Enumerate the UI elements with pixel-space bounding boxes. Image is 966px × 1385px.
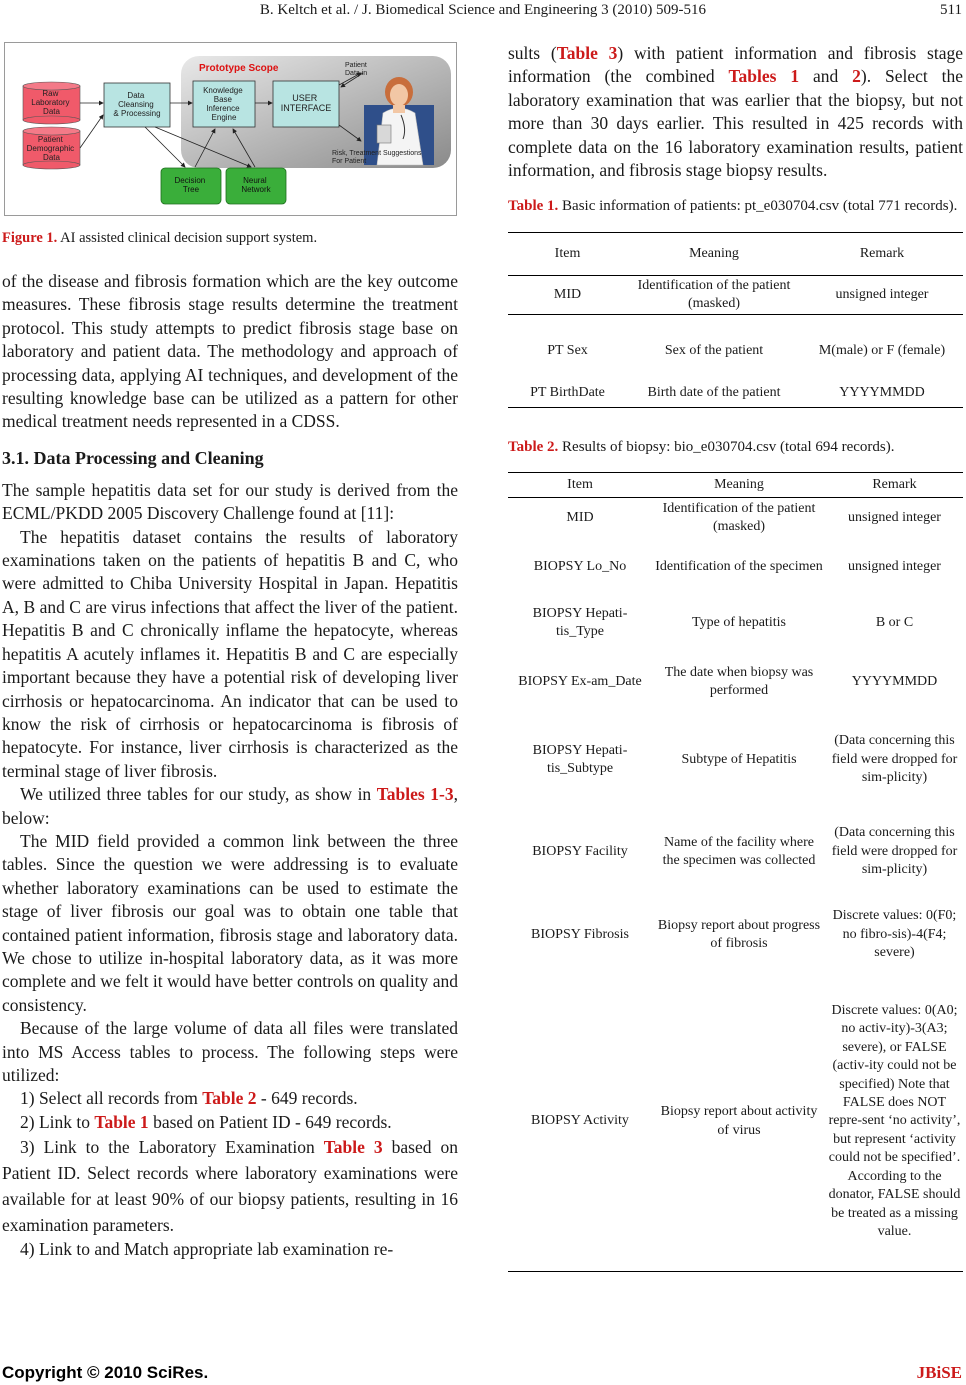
figure-caption-text: AI assisted clinical decision support system.	[57, 230, 318, 246]
journal-name: JBiSE	[916, 1363, 962, 1382]
table-row: BIOPSY Hepati-tis_Type Type of hepatitis B or C	[532, 605, 914, 639]
paragraph-results: sults (Table 3) with patient information and fibrosis stage information (the combined Tables 1 and 2). Select the laboratory examination that was earlier that the biopsy, but not more than 30 days earlier. This resulted in 425 records with complete data on the 16 laboratory examination results, patient information, and fibrosis stage biopsy results.	[508, 43, 963, 181]
svg-text:Decision Tree: Decision Tree	[174, 176, 206, 194]
svg-text:Data Cleansing: Data Cleansing & Processing	[113, 91, 161, 118]
table-2-caption: Table 2. Results of biopsy: bio_e030704.csv (total 694 records).	[508, 439, 895, 456]
svg-text:Patient Demographic: Patient Demographic Data	[26, 135, 75, 162]
footer	[0, 1363, 966, 1385]
svg-text:USER INTERFACE: USER INTERFACE	[280, 93, 332, 113]
table-row: BIOPSY Activity Biopsy report about activity of virus Discrete values: 0(A0; no activ-ity)-3(A3; severe), or FALSE (activ-ity could not be specified) Note that FALSE does NOT repre-sent ‘no activity’, but represent ‘activity could not be specified’. According to the donator, FALSE should be treated as a missing value.	[508, 972, 963, 1272]
running-head: B. Keltch et al. / J. Biomedical Science and Engineering 3 (2010) 509-516	[259, 2, 707, 18]
neural-network-box	[226, 168, 286, 204]
step-4: 4) Link to and Match appropriate lab examination re-	[20, 1239, 394, 1260]
user-interface-box	[273, 81, 339, 127]
paragraph-mid-field: The MID field provided a common link between the three tables. Since the question we were addressing is to evaluate whether laboratory examinations can be used to estimate the stage of liver fibrosis our goal was to obtain one table that contained patient information, fibrosis stage and laboratory data. We chose to utilize in-hospital laboratory data, as it was more complete and we felt it would have better controls on quality and consistency.	[2, 830, 458, 1015]
svg-text:Neural Network: Neural Network	[241, 176, 271, 194]
table-header-cell: Item	[508, 233, 627, 276]
right-column	[508, 42, 963, 1272]
table-header-cell: Item	[508, 473, 652, 498]
section-heading: 3.1. Data Processing and Cleaning	[2, 447, 264, 468]
table-header-row	[508, 233, 963, 276]
table-header-cell: Remark	[826, 473, 963, 498]
table-row: MID Identification of the patient (masked) unsigned integer	[566, 500, 941, 535]
patient-demographic-cylinder	[23, 127, 80, 169]
figure-caption-label: Figure 1.	[2, 230, 58, 246]
svg-text:Raw Laboratory: Raw Laboratory Data	[31, 89, 70, 116]
paragraph-hepatitis: The hepatitis dataset contains the results of laboratory examinations taken on the patients of hepatitis B and C, who were admitted to Chiba University Hospital in Japan. Hepatitis A, B and C are virus infections that affect the liver of the patient. Hepatitis B and C chronically inflame the hepatocyte, whereas hepatitis A acutely inflames it. Hepatitis B and C are especially important because they have a potential risk of developing liver cirrhosis or hepatocarcinoma. An indicator that can be used to know the risk of cirrhosis or hepatocarcinoma is fibrosis of hepatocyte. For instance, liver cirrhosis is characterized as the terminal stage of liver fibrosis.	[2, 526, 458, 781]
table-3-link-right[interactable]: Table 3	[556, 43, 618, 63]
raw-lab-data-cylinder	[23, 82, 80, 124]
step-3: 3) Link to the Laboratory Examination Table 3 based on Patient ID. Select records where laboratory examinations were available for at least 90% of our biopsy patients, resulting in 16 examination parameters.	[2, 1137, 458, 1236]
step-2: 2) Link to Table 1 based on Patient ID - 649 records.	[20, 1111, 392, 1132]
tables-1-link-right[interactable]: Tables 1	[728, 66, 800, 87]
table-2-link-right[interactable]: 2	[852, 66, 861, 87]
table-header-cell: Remark	[801, 233, 963, 276]
table-row: BIOPSY Facility Name of the facility where the specimen was collected (Data concerning this field were dropped for sim-plicity)	[532, 825, 958, 878]
table-row: BIOPSY Fibrosis Biopsy report about progress of fibrosis Discrete values: 0(F0; no fibro-sis)-4(F4; severe)	[531, 908, 957, 961]
table-row: MID Identification of the patient (masked) unsigned integer	[508, 276, 963, 315]
table-row: BIOPSY Ex-am_Date The date when biopsy was performed YYYYMMDD	[518, 664, 938, 698]
table-row: PT BirthDate Birth date of the patient YYYYMMDD	[508, 379, 963, 408]
table-2	[508, 472, 963, 1272]
paragraph-three-tables: We utilized three tables for our study, as show in Tables 1-3, below:	[2, 784, 458, 828]
table-header-cell: Meaning	[627, 233, 801, 276]
risk-label: Risk, Treatment Suggestions For Patient	[332, 150, 422, 165]
page-number: 511	[940, 2, 962, 18]
table-1-link[interactable]: Table 1	[94, 1111, 149, 1132]
intro-paragraph: of the disease and fibrosis formation which are the key outcome measures. These fibrosis stage results determine the treatment protocol. This study attempts to predict fibrosis stage base on laboratory and patient data. The methodology and approach of processing data, applying AI techniques, and development of the resulting knowledge base can be utilized as a pattern for other medical treatment needs represented in a CDSS.	[2, 271, 458, 432]
svg-text:Knowledge Base: Knowledge Base Inference Engine	[203, 86, 243, 122]
decision-tree-box	[161, 168, 221, 204]
table-1-caption: Table 1. Basic information of patients: pt_e030704.csv (total 771 records).	[508, 198, 958, 215]
prototype-scope-label: Prototype Scope	[199, 63, 279, 74]
table-header-row	[508, 473, 963, 498]
table-row: PT Sex Sex of the patient M(male) or F (female)	[547, 343, 946, 359]
data-cleansing-box	[104, 83, 170, 127]
table-1	[508, 232, 963, 408]
table-row: BIOPSY Lo_No Identification of the specimen unsigned integer	[533, 558, 941, 574]
paragraph-ms-access: Because of the large volume of data all files were translated into MS Access tables to process. The following steps were utilized:	[2, 1018, 458, 1085]
table-row: BIOPSY Hepati-tis_Subtype Subtype of Hepatitis (Data concerning this field were dropped for sim-plicity)	[532, 733, 958, 786]
tables-1-3-link[interactable]: Tables 1-3	[376, 784, 454, 805]
figure-diagram	[5, 43, 456, 215]
table-2-link[interactable]: Table 2	[202, 1088, 257, 1109]
table-3-link[interactable]: Table 3	[323, 1137, 383, 1158]
left-column	[2, 270, 458, 1262]
knowledge-base-box	[193, 81, 255, 127]
copyright: Copyright © 2010 SciRes.	[2, 1363, 209, 1382]
figure-caption	[2, 229, 458, 247]
table-header-cell: Meaning	[652, 473, 826, 498]
step-1: 1) Select all records from Table 2 - 649 records.	[20, 1088, 358, 1109]
patient-data-in-label: Patient Data in	[345, 62, 368, 77]
paragraph-dataset-source: The sample hepatitis data set for our study is derived from the ECML/PKDD 2005 Discovery Challenge found at [11]:	[2, 479, 458, 524]
figure-1	[4, 42, 457, 216]
